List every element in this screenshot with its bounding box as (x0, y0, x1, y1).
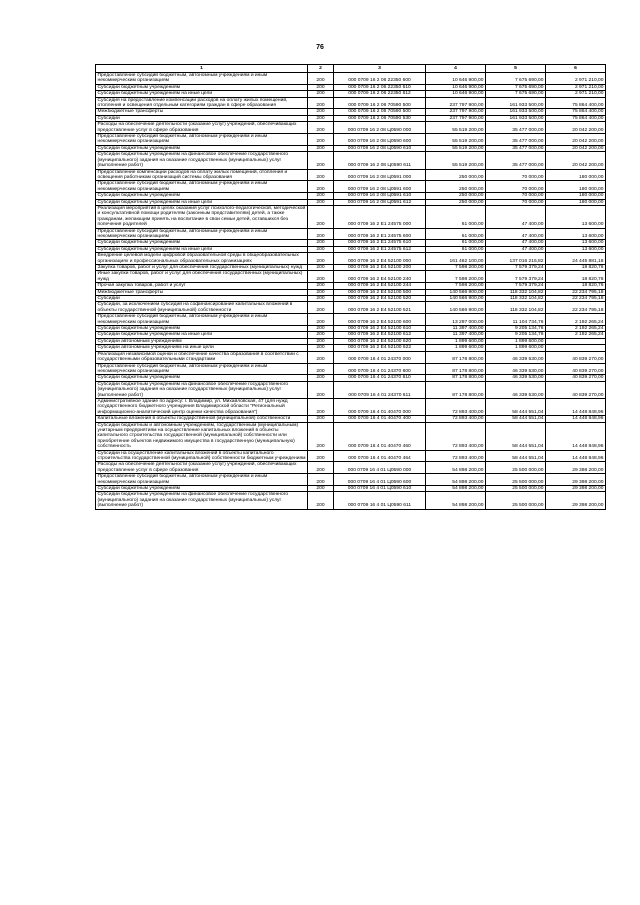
row-executed-amount-cell: 11 104 734,76 (486, 314, 546, 326)
table-header-row (96, 65, 606, 73)
row-unexecuted-amount-cell: 2 971 210,00 (546, 73, 606, 85)
table-row (96, 326, 606, 332)
row-name-cell: Предоставление субсидий бюджетным, автономным учреждениям и иным некоммерческим организациям (96, 228, 308, 240)
row-kbk-cell: 000 0709 16 4 01 40470 000 (334, 398, 426, 415)
row-name-cell: Капитальные вложения в объекты государственной (муниципальной) собственности (96, 416, 308, 422)
row-unexecuted-amount-cell: 75 864 400,00 (546, 97, 606, 109)
row-unexecuted-amount-cell: 29 398 200,00 (546, 492, 606, 509)
row-approved-amount-cell: 250 000,00 (426, 169, 486, 181)
row-kbk-cell: 000 0709 16 4 01 24370 610 (334, 375, 426, 381)
row-executed-amount-cell: 46 339 530,00 (486, 375, 546, 381)
row-name-cell: Закупка товаров, работ и услуг для обеспечения государственных (муниципальных) нужд (96, 265, 308, 271)
row-name-cell: Расходы на обеспечение деятельности (оказание услуг) учреждений, обеспечивающих предоставление услуг в сфере образования (96, 122, 308, 134)
row-kbk-cell: 000 0709 16 4 01 40470 400 (334, 416, 426, 422)
table-row (96, 253, 606, 265)
row-kbk-cell: 000 0709 16 4 01 24370 000 (334, 351, 426, 363)
row-unexecuted-amount-cell: 13 600,00 (546, 246, 606, 252)
row-code-cell: 200 (308, 240, 334, 246)
row-approved-amount-cell: 10 646 900,00 (426, 91, 486, 97)
table-row (96, 205, 606, 228)
row-approved-amount-cell: 1 899 600,00 (426, 338, 486, 344)
row-unexecuted-amount-cell: 14 448 848,96 (546, 416, 606, 422)
row-name-cell: Межбюджетные трансферты (96, 289, 308, 295)
row-name-cell: Межбюджетные трансферты (96, 109, 308, 115)
row-code-cell: 200 (308, 134, 334, 146)
row-executed-amount-cell: 58 444 551,04 (486, 416, 546, 422)
table-row (96, 152, 606, 169)
row-name-cell: Субсидии бюджетным учреждениям (96, 84, 308, 90)
row-kbk-cell: 000 0709 16 2 06 22350 610 (334, 84, 426, 90)
row-name-cell: Субсидии бюджетным учреждениям на иные цели (96, 91, 308, 97)
table-row (96, 271, 606, 283)
row-name-cell: Предоставление субсидий бюджетным, автономным учреждениям и иным некоммерческим организациям (96, 314, 308, 326)
row-code-cell: 200 (308, 205, 334, 228)
row-name-cell: Предоставление субсидий бюджетным, автономным учреждениям и иным некоммерческим организациям (96, 134, 308, 146)
row-kbk-cell: 000 0709 16 4 01 24370 600 (334, 363, 426, 375)
row-code-cell: 200 (308, 109, 334, 115)
row-kbk-cell: 000 0709 16 2 E4 52100 622 (334, 345, 426, 351)
row-code-cell: 200 (308, 193, 334, 199)
row-name-cell: Субсидии бюджетным учреждениям на иные цели (96, 199, 308, 205)
row-executed-amount-cell: 47 400,00 (486, 205, 546, 228)
row-executed-amount-cell: 58 444 551,04 (486, 450, 546, 462)
row-code-cell: 200 (308, 416, 334, 422)
row-code-cell: 200 (308, 296, 334, 302)
row-approved-amount-cell: 13 297 000,00 (426, 314, 486, 326)
row-approved-amount-cell: 72 893 400,00 (426, 416, 486, 422)
row-approved-amount-cell: 7 598 200,00 (426, 265, 486, 271)
row-code-cell: 200 (308, 271, 334, 283)
row-executed-amount-cell: 58 444 551,04 (486, 422, 546, 450)
row-approved-amount-cell: 11 397 400,00 (426, 326, 486, 332)
row-unexecuted-amount-cell: 20 042 200,00 (546, 122, 606, 134)
row-approved-amount-cell: 54 898 200,00 (426, 492, 486, 509)
table-row (96, 84, 606, 90)
row-kbk-cell: 000 0709 16 4 01 Ц0590 600 (334, 474, 426, 486)
row-approved-amount-cell: 87 178 800,00 (426, 381, 486, 398)
row-approved-amount-cell: 140 566 900,00 (426, 296, 486, 302)
row-code-cell: 200 (308, 122, 334, 134)
row-approved-amount-cell: 61 000,00 (426, 240, 486, 246)
row-unexecuted-amount-cell: 40 839 270,00 (546, 351, 606, 363)
table-row (96, 398, 606, 415)
row-executed-amount-cell: 35 477 000,00 (486, 134, 546, 146)
row-code-cell: 200 (308, 302, 334, 314)
row-kbk-cell: 000 0709 16 2 06 22350 600 (334, 73, 426, 85)
row-unexecuted-amount-cell: 13 600,00 (546, 205, 606, 228)
column-header: 4 (426, 65, 486, 73)
row-name-cell: Субсидии бюджетным учреждениям (96, 240, 308, 246)
table-row (96, 450, 606, 462)
row-unexecuted-amount-cell: 29 398 200,00 (546, 486, 606, 492)
row-code-cell: 200 (308, 351, 334, 363)
row-executed-amount-cell: 161 933 500,00 (486, 109, 546, 115)
row-approved-amount-cell: 7 598 200,00 (426, 271, 486, 283)
row-name-cell: Административное здание по адресу: г. Владимир, ул. Михайловская, 47 (для нужд государственного бюджетного учреждения Владимирской области "Региональный информационно-аналитический центр оценки качества образования") (96, 398, 308, 415)
row-unexecuted-amount-cell: 18 820,76 (546, 283, 606, 289)
row-kbk-cell: 000 0709 16 4 01 40470 460 (334, 422, 426, 450)
table-row (96, 314, 606, 326)
row-unexecuted-amount-cell: 2 192 265,24 (546, 314, 606, 326)
row-code-cell: 200 (308, 381, 334, 398)
row-executed-amount-cell: 137 016 216,82 (486, 253, 546, 265)
row-unexecuted-amount-cell: 18 820,76 (546, 265, 606, 271)
row-approved-amount-cell: 87 178 800,00 (426, 351, 486, 363)
row-kbk-cell: 000 0709 16 2 08 Ц0590 611 (334, 152, 426, 169)
row-unexecuted-amount-cell: 2 192 265,24 (546, 326, 606, 332)
table-row (96, 462, 606, 474)
row-kbk-cell: 000 0709 16 2 E4 52100 240 (334, 271, 426, 283)
row-code-cell: 200 (308, 283, 334, 289)
row-executed-amount-cell: 118 332 104,82 (486, 296, 546, 302)
table-row (96, 228, 606, 240)
table-row (96, 351, 606, 363)
row-approved-amount-cell: 140 566 900,00 (426, 302, 486, 314)
row-executed-amount-cell: 7 579 379,24 (486, 271, 546, 283)
row-executed-amount-cell: 46 339 530,00 (486, 351, 546, 363)
row-code-cell: 200 (308, 462, 334, 474)
row-executed-amount-cell: 70 000,00 (486, 193, 546, 199)
table-row (96, 122, 606, 134)
row-executed-amount-cell: 47 400,00 (486, 228, 546, 240)
row-kbk-cell: 000 0709 16 2 E4 52100 500 (334, 289, 426, 295)
row-approved-amount-cell: 250 000,00 (426, 181, 486, 193)
row-unexecuted-amount-cell: 20 042 200,00 (546, 152, 606, 169)
row-name-cell: Предоставление субсидий бюджетным, автономным учреждениям и иным некоммерческим организациям (96, 181, 308, 193)
row-executed-amount-cell: 118 332 104,82 (486, 289, 546, 295)
row-code-cell: 200 (308, 265, 334, 271)
row-approved-amount-cell: 140 566 900,00 (426, 289, 486, 295)
row-name-cell: Субсидии (96, 115, 308, 121)
row-code-cell: 200 (308, 422, 334, 450)
row-kbk-cell: 000 0709 16 2 06 70590 500 (334, 97, 426, 109)
row-kbk-cell: 000 0709 16 2 06 70590 500 (334, 109, 426, 115)
row-approved-amount-cell: 55 519 200,00 (426, 152, 486, 169)
row-code-cell: 200 (308, 375, 334, 381)
row-unexecuted-amount-cell: 18 820,76 (546, 271, 606, 283)
row-name-cell: Субсидии бюджетным учреждениям на финансовое обеспечение государственного (муниципального) задания на оказание государственных (муниципальных) услуг (выполнение работ) (96, 381, 308, 398)
row-unexecuted-amount-cell: 75 864 400,00 (546, 109, 606, 115)
table-row (96, 416, 606, 422)
row-unexecuted-amount-cell: 14 448 848,96 (546, 450, 606, 462)
row-code-cell: 200 (308, 145, 334, 151)
row-name-cell: Субсидии бюджетным учреждениям (96, 326, 308, 332)
row-unexecuted-amount-cell: 13 600,00 (546, 240, 606, 246)
row-code-cell: 200 (308, 492, 334, 509)
row-kbk-cell: 000 0709 16 2 E4 52100 244 (334, 283, 426, 289)
row-name-cell: Субсидии бюджетным учреждениям (96, 375, 308, 381)
row-approved-amount-cell: 55 519 200,00 (426, 134, 486, 146)
row-executed-amount-cell: 47 400,00 (486, 246, 546, 252)
row-unexecuted-amount-cell: 2 971 210,00 (546, 84, 606, 90)
row-approved-amount-cell: 7 598 200,00 (426, 283, 486, 289)
row-executed-amount-cell: 7 675 690,00 (486, 91, 546, 97)
row-code-cell: 200 (308, 246, 334, 252)
row-kbk-cell: 000 0709 16 4 01 Ц0590 000 (334, 462, 426, 474)
row-code-cell: 200 (308, 228, 334, 240)
row-name-cell: Реализация мероприятий в целях оказания услуг психолого-педагогической, методической и консультативной помощи родителям (законным представителям) детей, а также гражданам, желающим принять на воспитание в свои семьи детей, оставшихся без попечения родителей (96, 205, 308, 228)
row-unexecuted-amount-cell: 20 042 200,00 (546, 145, 606, 151)
row-code-cell: 200 (308, 363, 334, 375)
row-unexecuted-amount-cell: 20 042 200,00 (546, 134, 606, 146)
row-code-cell: 200 (308, 398, 334, 415)
table-body (96, 73, 606, 510)
row-approved-amount-cell: 55 519 200,00 (426, 122, 486, 134)
row-approved-amount-cell: 237 797 900,00 (426, 109, 486, 115)
row-code-cell: 200 (308, 314, 334, 326)
row-code-cell: 200 (308, 450, 334, 462)
row-kbk-cell: 000 0709 16 2 08 Ц0590 600 (334, 134, 426, 146)
table-row (96, 345, 606, 351)
row-kbk-cell: 000 0709 16 2 08 Ц0590 000 (334, 122, 426, 134)
row-approved-amount-cell: 161 462 100,00 (426, 253, 486, 265)
row-approved-amount-cell: 87 178 800,00 (426, 375, 486, 381)
row-approved-amount-cell: 87 178 800,00 (426, 363, 486, 375)
row-approved-amount-cell: 72 893 400,00 (426, 398, 486, 415)
row-kbk-cell: 000 0709 16 2 08 Ц0591 610 (334, 193, 426, 199)
row-name-cell: Субсидии бюджетным учреждениям на иные цели (96, 332, 308, 338)
row-name-cell: Субсидии на осуществление капитальных вложений в объекты капитального строительства государственной (муниципальной) собственности бюджетным учреждениям (96, 450, 308, 462)
table-row (96, 134, 606, 146)
row-approved-amount-cell: 54 898 200,00 (426, 486, 486, 492)
row-executed-amount-cell: 25 500 000,00 (486, 492, 546, 509)
budget-table (95, 64, 606, 510)
row-executed-amount-cell: 1 899 600,00 (486, 345, 546, 351)
table-row (96, 193, 606, 199)
row-unexecuted-amount-cell: 22 234 795,18 (546, 296, 606, 302)
row-kbk-cell: 000 0709 16 4 01 40470 464 (334, 450, 426, 462)
row-kbk-cell: 000 0709 16 2 E4 52100 520 (334, 296, 426, 302)
row-executed-amount-cell: 7 675 690,00 (486, 84, 546, 90)
table-row (96, 199, 606, 205)
row-unexecuted-amount-cell: 2 971 210,00 (546, 91, 606, 97)
row-kbk-cell: 000 0709 16 2 06 70590 530 (334, 115, 426, 121)
row-approved-amount-cell: 72 893 400,00 (426, 422, 486, 450)
row-code-cell: 200 (308, 181, 334, 193)
row-kbk-cell: 000 0709 16 2 E4 52100 610 (334, 326, 426, 332)
table-row (96, 422, 606, 450)
row-approved-amount-cell: 1 899 600,00 (426, 345, 486, 351)
row-kbk-cell: 000 0709 16 2 06 22350 612 (334, 91, 426, 97)
row-kbk-cell: 000 0709 16 2 E4 52100 200 (334, 265, 426, 271)
row-executed-amount-cell: 25 500 000,00 (486, 462, 546, 474)
table-row (96, 145, 606, 151)
row-unexecuted-amount-cell: 22 234 795,18 (546, 289, 606, 295)
row-code-cell: 200 (308, 474, 334, 486)
row-name-cell: Предоставление компенсации расходов на оплату жилых помещений, отопления и освещения работникам организаций системы образования (96, 169, 308, 181)
row-kbk-cell: 000 0709 16 2 E1 24575 000 (334, 205, 426, 228)
row-kbk-cell: 000 0709 16 2 E1 24575 600 (334, 228, 426, 240)
table-row (96, 283, 606, 289)
row-name-cell: Субсидии бюджетным учреждениям на финансовое обеспечение государственного (муниципального) задания на оказание государственных (муниципальных) услуг (выполнение работ) (96, 492, 308, 509)
row-approved-amount-cell: 250 000,00 (426, 193, 486, 199)
row-executed-amount-cell: 7 675 690,00 (486, 73, 546, 85)
row-name-cell: Прочая закупка товаров, работ и услуг (96, 283, 308, 289)
row-unexecuted-amount-cell: 180 000,00 (546, 193, 606, 199)
row-approved-amount-cell: 72 893 400,00 (426, 450, 486, 462)
row-executed-amount-cell: 7 579 379,24 (486, 265, 546, 271)
row-executed-amount-cell: 35 477 000,00 (486, 122, 546, 134)
row-approved-amount-cell: 11 397 400,00 (426, 332, 486, 338)
table-row (96, 332, 606, 338)
row-name-cell: Иные закупки товаров, работ и услуг для обеспечения государственных (муниципальных) нужд (96, 271, 308, 283)
table-row (96, 363, 606, 375)
row-unexecuted-amount-cell: 180 000,00 (546, 169, 606, 181)
row-code-cell: 200 (308, 338, 334, 344)
row-kbk-cell: 000 0709 16 4 01 Ц0590 611 (334, 492, 426, 509)
row-code-cell: 200 (308, 84, 334, 90)
row-executed-amount-cell: 70 000,00 (486, 199, 546, 205)
column-header: 3 (334, 65, 426, 73)
row-kbk-cell: 000 0709 16 2 E4 52100 521 (334, 302, 426, 314)
row-approved-amount-cell: 54 898 200,00 (426, 462, 486, 474)
row-name-cell: Субсидии автономным учреждениям (96, 338, 308, 344)
row-unexecuted-amount-cell: 24 445 881,18 (546, 253, 606, 265)
row-approved-amount-cell: 237 797 900,00 (426, 115, 486, 121)
row-kbk-cell: 000 0709 16 4 01 24370 611 (334, 381, 426, 398)
row-executed-amount-cell: 46 339 530,00 (486, 363, 546, 375)
row-name-cell: Субсидии бюджетным и автономным учреждениям, государственным (муниципальным) унитарным предприятиям на осуществление капитальных вложений в объекты капитального строительства государственной (муниципальной) собственности или приобретение объектов недвижимого имущества в государственную (муниципальную) собственность (96, 422, 308, 450)
row-code-cell: 200 (308, 73, 334, 85)
row-executed-amount-cell: 1 899 600,00 (486, 338, 546, 344)
row-unexecuted-amount-cell: 180 000,00 (546, 181, 606, 193)
row-name-cell: Предоставление субсидий бюджетным, автономным учреждениям и иным некоммерческим организациям (96, 363, 308, 375)
row-approved-amount-cell: 61 000,00 (426, 205, 486, 228)
table-row (96, 91, 606, 97)
row-name-cell: Субсидии, за исключением субсидий на софинансирование капитальных вложений в объекты государственной (муниципальной) собственности (96, 302, 308, 314)
row-unexecuted-amount-cell: 14 448 848,96 (546, 398, 606, 415)
column-header: 2 (308, 65, 334, 73)
row-approved-amount-cell: 10 646 900,00 (426, 84, 486, 90)
row-executed-amount-cell: 9 205 134,76 (486, 326, 546, 332)
row-approved-amount-cell: 55 519 200,00 (426, 145, 486, 151)
table-row (96, 265, 606, 271)
row-unexecuted-amount-cell: 40 839 270,00 (546, 363, 606, 375)
table-row (96, 492, 606, 509)
row-kbk-cell: 000 0709 16 2 08 Ц0591 600 (334, 181, 426, 193)
row-code-cell: 200 (308, 345, 334, 351)
row-name-cell: Внедрение целевой модели цифровой образовательной среды в общеобразовательных организациях и профессиональных образовательных организациях (96, 253, 308, 265)
column-header: 1 (96, 65, 308, 73)
row-code-cell: 200 (308, 199, 334, 205)
row-kbk-cell: 000 0709 16 2 E4 52100 600 (334, 314, 426, 326)
row-unexecuted-amount-cell: 13 600,00 (546, 228, 606, 240)
row-approved-amount-cell: 10 646 900,00 (426, 73, 486, 85)
row-kbk-cell: 000 0709 16 2 E4 52100 000 (334, 253, 426, 265)
row-executed-amount-cell: 58 444 551,04 (486, 398, 546, 415)
row-kbk-cell: 000 0709 16 4 01 Ц0590 610 (334, 486, 426, 492)
table-row (96, 73, 606, 85)
row-executed-amount-cell: 7 579 379,24 (486, 283, 546, 289)
table-row (96, 338, 606, 344)
table-row (96, 240, 606, 246)
table-row (96, 375, 606, 381)
row-name-cell: Расходы на обеспечение деятельности (оказание услуг) учреждений, обеспечивающих предоставление услуг в сфере образования (96, 462, 308, 474)
row-code-cell: 200 (308, 169, 334, 181)
row-name-cell: Субсидии бюджетным учреждениям на иные цели (96, 246, 308, 252)
row-executed-amount-cell: 161 933 500,00 (486, 115, 546, 121)
row-name-cell: Субсидия на предоставление компенсации расходов на оплату жилых помещений, отопления и освещения отдельным категориям граждан в сфере образования (96, 97, 308, 109)
row-approved-amount-cell: 54 898 200,00 (426, 474, 486, 486)
row-code-cell: 200 (308, 97, 334, 109)
row-executed-amount-cell: 35 477 000,00 (486, 145, 546, 151)
table-row (96, 169, 606, 181)
row-unexecuted-amount-cell: 14 448 848,96 (546, 422, 606, 450)
table-row (96, 181, 606, 193)
row-executed-amount-cell: 70 000,00 (486, 169, 546, 181)
row-code-cell: 200 (308, 326, 334, 332)
row-kbk-cell: 000 0709 16 2 08 Ц0591 612 (334, 199, 426, 205)
row-name-cell: Субсидии автономным учреждениям на иные цели (96, 345, 308, 351)
row-executed-amount-cell: 25 500 000,00 (486, 486, 546, 492)
row-name-cell: Субсидии бюджетным учреждениям (96, 486, 308, 492)
row-executed-amount-cell: 47 400,00 (486, 240, 546, 246)
row-approved-amount-cell: 237 797 900,00 (426, 97, 486, 109)
row-executed-amount-cell: 35 477 000,00 (486, 152, 546, 169)
table-row (96, 474, 606, 486)
row-unexecuted-amount-cell: 22 234 795,18 (546, 302, 606, 314)
column-header: 6 (546, 65, 606, 73)
row-name-cell: Субсидии бюджетным учреждениям на финансовое обеспечение государственного (муниципального) задания на оказание государственных (муниципальных) услуг (выполнение работ) (96, 152, 308, 169)
row-code-cell: 200 (308, 332, 334, 338)
row-approved-amount-cell: 61 000,00 (426, 228, 486, 240)
row-code-cell: 200 (308, 152, 334, 169)
row-unexecuted-amount-cell: 40 839 270,00 (546, 375, 606, 381)
page-number: 76 (316, 44, 324, 51)
row-kbk-cell: 000 0709 16 2 08 Ц0590 610 (334, 145, 426, 151)
row-executed-amount-cell: 9 205 134,76 (486, 332, 546, 338)
row-code-cell: 200 (308, 289, 334, 295)
row-approved-amount-cell: 250 000,00 (426, 199, 486, 205)
table-row (96, 302, 606, 314)
row-unexecuted-amount-cell: 180 000,00 (546, 199, 606, 205)
row-code-cell: 200 (308, 253, 334, 265)
row-unexecuted-amount-cell: 40 839 270,00 (546, 381, 606, 398)
row-executed-amount-cell: 161 933 500,00 (486, 97, 546, 109)
row-approved-amount-cell: 61 000,00 (426, 246, 486, 252)
row-unexecuted-amount-cell: 2 192 265,24 (546, 332, 606, 338)
table-row (96, 486, 606, 492)
row-code-cell: 200 (308, 91, 334, 97)
column-header: 5 (486, 65, 546, 73)
row-name-cell: Предоставление субсидий бюджетным, автономным учреждениям и иным некоммерческим организациям (96, 474, 308, 486)
row-code-cell: 200 (308, 115, 334, 121)
row-unexecuted-amount-cell: 75 864 400,00 (546, 115, 606, 121)
row-kbk-cell: 000 0709 16 2 E4 52100 620 (334, 338, 426, 344)
row-executed-amount-cell: 46 339 530,00 (486, 381, 546, 398)
table-row (96, 381, 606, 398)
row-code-cell: 200 (308, 486, 334, 492)
row-kbk-cell: 000 0709 16 2 E1 24575 610 (334, 240, 426, 246)
row-executed-amount-cell: 25 500 000,00 (486, 474, 546, 486)
row-unexecuted-amount-cell: 29 398 200,00 (546, 474, 606, 486)
row-name-cell: Реализация независимой оценки и обеспечение качества образования в соответствии с государственными образовательными стандартами (96, 351, 308, 363)
row-name-cell: Субсидии бюджетным учреждениям (96, 145, 308, 151)
row-executed-amount-cell: 70 000,00 (486, 181, 546, 193)
row-kbk-cell: 000 0709 16 2 E4 52100 612 (334, 332, 426, 338)
row-kbk-cell: 000 0709 16 2 08 Ц0591 000 (334, 169, 426, 181)
table-row (96, 246, 606, 252)
row-executed-amount-cell: 118 332 104,82 (486, 302, 546, 314)
table-row (96, 97, 606, 109)
row-unexecuted-amount-cell: 29 398 200,00 (546, 462, 606, 474)
row-name-cell: Субсидии бюджетным учреждениям (96, 193, 308, 199)
row-name-cell: Предоставление субсидий бюджетным, автономным учреждениям и иным некоммерческим организациям (96, 73, 308, 85)
row-kbk-cell: 000 0709 16 2 E1 24575 612 (334, 246, 426, 252)
row-name-cell: Субсидии (96, 296, 308, 302)
